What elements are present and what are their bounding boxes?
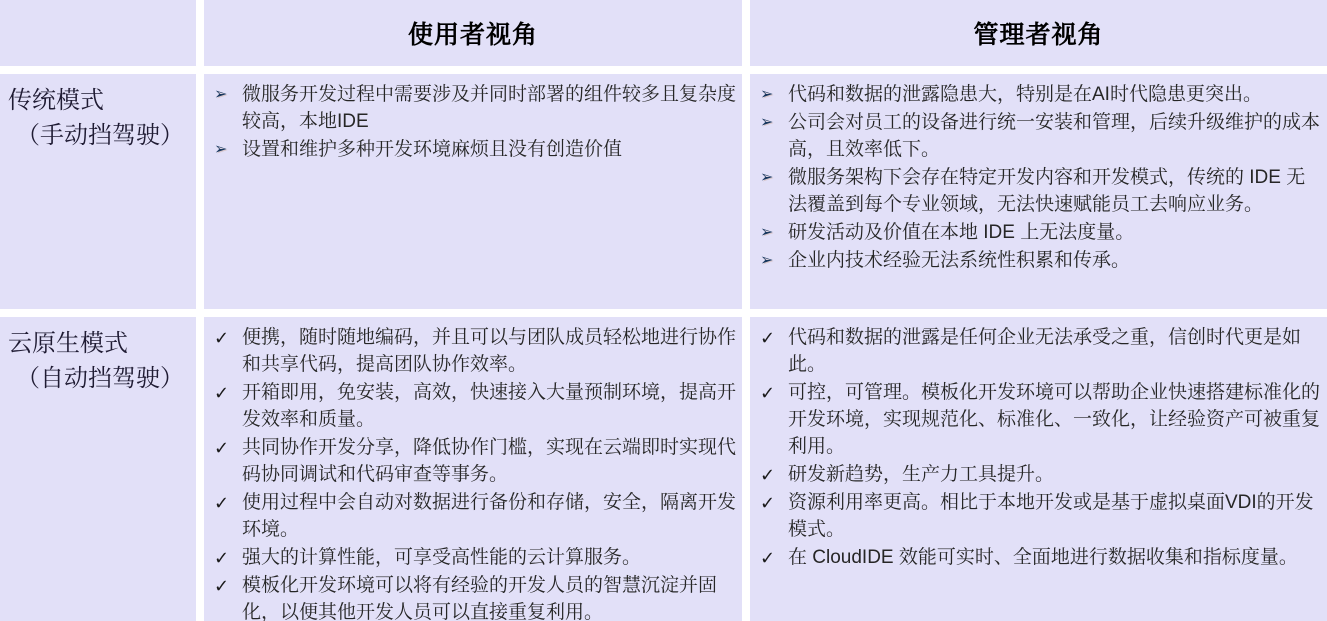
list-item: [752, 220, 1321, 247]
list-item: [206, 82, 736, 136]
arrow-bullet-icon: ➢: [760, 251, 774, 269]
check-bullet-icon: ✓: [214, 575, 230, 596]
traditional-admin-cell: [750, 74, 1327, 309]
cloud-native-user-cell: [204, 317, 742, 621]
check-bullet-icon: ✓: [760, 328, 776, 348]
list-item: [206, 137, 736, 164]
list-item-text: 可控，可管理。模板化开发环境可以帮助企业快速搭建标准化的开发环境，实现规范化、标准化、一致化，让经验资产可被重复利用。: [788, 381, 1321, 457]
check-bullet-icon: ✓: [214, 328, 230, 348]
arrow-bullet-icon: ➢: [760, 86, 774, 103]
list-item: [752, 165, 1321, 219]
list-item-text: 开箱即用，免安装，高效，快速接入大量预制环境，提高开发效率和质量。: [242, 381, 737, 430]
list-item: [752, 82, 1321, 109]
arrow-bullet-icon: ➢: [214, 86, 228, 103]
list-item-text: 企业内技术经验无法系统性积累和传承。: [788, 249, 1131, 271]
list-item-text: 便携，随时随地编码，并且可以与团队成员轻松地进行协作和共享代码，提高团队协作效率。: [242, 327, 737, 375]
list-item: [206, 380, 736, 434]
list-item-text: 代码和数据的泄露隐患大，特别是在AI时代隐患更突出。: [788, 84, 1262, 105]
list-item: [752, 110, 1321, 164]
list-item: [752, 380, 1321, 461]
check-bullet-icon: ✓: [760, 382, 776, 403]
check-bullet-icon: ✓: [760, 492, 776, 513]
row-label-line1: 云原生模式: [8, 330, 128, 357]
list-item: [206, 573, 736, 621]
list-item-text: 研发新趋势，生产力工具提升。: [788, 463, 1055, 485]
check-bullet-icon: ✓: [760, 547, 776, 568]
cloud-native-admin-cell: [750, 317, 1327, 621]
list-item: [752, 490, 1321, 544]
list-item-text: 微服务开发过程中需要涉及并同时部署的组件较多且复杂度较高，本地IDE: [242, 84, 737, 132]
row-label-line2: （自动挡驾驶）: [16, 364, 184, 392]
list-item: [752, 462, 1321, 489]
list-item-text: 研发活动及价值在本地 IDE 上无法度量。: [788, 221, 1135, 243]
check-bullet-icon: ✓: [214, 492, 230, 513]
column-header-user-label: 使用者视角: [407, 21, 538, 49]
list-item: [752, 248, 1321, 275]
list-item: [752, 545, 1321, 572]
list-item-text: 强大的计算性能，可享受高性能的云计算服务。: [242, 546, 642, 568]
arrow-bullet-icon: ➢: [760, 168, 774, 186]
list-item: [206, 435, 736, 489]
list-item-text: 在 CloudIDE 效能可实时、全面地进行数据收集和指标度量。: [788, 546, 1298, 568]
check-bullet-icon: ✓: [214, 547, 230, 568]
list-item: [752, 325, 1321, 379]
arrow-bullet-icon: ➢: [214, 140, 228, 158]
list-item-text: 微服务架构下会存在特定开发内容和开发模式，传统的 IDE 无法覆盖到每个专业领域，无法快速赋能员工去响应业务。: [788, 166, 1306, 215]
list-item-text: 资源利用率更高。相比于本地开发或是基于虚拟桌面VDI的开发模式。: [788, 491, 1314, 540]
column-header-admin: [750, 0, 1327, 66]
column-header-user: [204, 0, 742, 66]
list-item-text: 共同协作开发分享，降低协作门槛，实现在云端即时实现代码协同调试和代码审查等事务。: [242, 436, 737, 485]
arrow-bullet-icon: ➢: [760, 113, 774, 131]
check-bullet-icon: ✓: [760, 464, 776, 485]
list-item-text: 代码和数据的泄露是任何企业无法承受之重，信创时代更是如此。: [788, 327, 1302, 375]
traditional-user-list: [206, 82, 736, 164]
list-item-text: 模板化开发环境可以将有经验的开发人员的智慧沉淀并固化，以便其他开发人员可以直接重复利用。: [242, 574, 718, 621]
list-item-text: 设置和维护多种开发环境麻烦且没有创造价值: [242, 138, 623, 160]
list-item: [206, 545, 736, 572]
arrow-bullet-icon: ➢: [760, 223, 774, 241]
row-label-line1: 传统模式: [8, 87, 104, 114]
cloud-native-admin-list: [752, 325, 1321, 572]
row-label-traditional-mode: [0, 74, 196, 309]
check-bullet-icon: ✓: [214, 437, 230, 458]
cloud-native-user-list: [206, 325, 736, 621]
list-item-text: 使用过程中会自动对数据进行备份和存储，安全，隔离开发环境。: [242, 491, 737, 540]
check-bullet-icon: ✓: [214, 382, 230, 403]
corner-cell: [0, 0, 196, 66]
row-label-line2: （手动挡驾驶）: [16, 121, 184, 149]
traditional-user-cell: [204, 74, 742, 309]
list-item: [206, 490, 736, 544]
list-item-text: 公司会对员工的设备进行统一安装和管理，后续升级维护的成本高，且效率低下。: [788, 111, 1321, 160]
list-item: [206, 325, 736, 379]
column-header-admin-label: 管理者视角: [973, 21, 1104, 49]
traditional-admin-list: [752, 82, 1321, 275]
row-label-cloud-native-mode: [0, 317, 196, 621]
